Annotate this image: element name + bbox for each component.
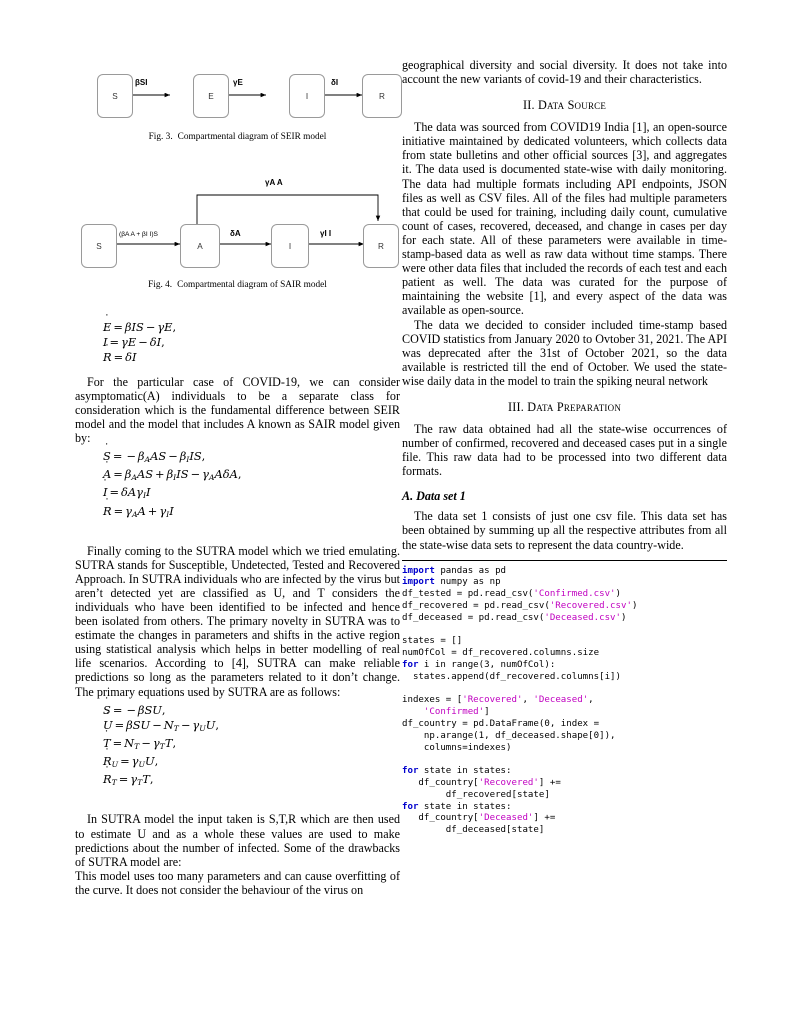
figure-sair-caption-text: Compartmental diagram of SAIR model <box>177 280 327 290</box>
equation-idot-sair: I ˙ = δAγ$_I$I <box>103 485 400 503</box>
equation-idot: I ˙ = γE − δI, <box>103 335 400 350</box>
code-token: df_recovered[state] <box>402 789 550 800</box>
sair-node-s-label: S <box>96 241 102 251</box>
seir-node-s-label: S <box>112 91 118 101</box>
code-token: 'Deceased' <box>533 695 589 706</box>
equation-sdot-sair: S ˙ = − $\beta_AAS - \beta_IIS$, <box>103 449 400 467</box>
equation-rdot: R ˙ = δI <box>103 350 400 365</box>
code-token: for <box>402 660 419 670</box>
code-line <box>402 825 727 837</box>
paragraph-data-source-2: The data we decided to consider included time-stamp based COVID statistics from January 2020 to Ovtober 31, 2021. The API was deprecated after the 31st of October 2021, so the data available is restricted till the end of October. We used the state-wise daily data in the model to train the spiking neural network <box>402 317 727 388</box>
paragraph-sutra: Finally coming to the SUTRA model which we tried emulating. SUTRA stands for Susceptible, Undetected, Tested and Recovered Approach. In SUTRA individuals who are infected by the virus but aren’t detected yet are classified as U, and T considers the individuals who have been identified to be infected and hence been isolated from others. The primary novelty in SUTRA was to estimate the changes in parameters and shifts in the active region using statistical analysis which helps in better modelling of real life scenarios. According to [4], SUTRA can make reliable predictions so long as the parameters related to it don’t change. The primary equations used by SUTRA are as follows: <box>75 543 400 699</box>
code-token: , <box>588 695 594 706</box>
code-line <box>402 613 727 625</box>
seir-edge-label-ge: γE <box>233 78 243 87</box>
figure-seir-caption-label: Fig. 3. <box>148 132 173 142</box>
code-token: states = [] <box>402 636 463 647</box>
seir-node-s <box>97 74 133 118</box>
code-token: 'Recovered.csv' <box>549 601 632 612</box>
code-line <box>402 743 727 755</box>
code-token: 'Confirmed' <box>423 707 485 718</box>
equation-udot-sutra: U ˙ = $\beta SU - N_T - \gamma_UU$, <box>103 718 400 736</box>
code-token: indexes = [ <box>402 695 463 706</box>
seir-node-r <box>362 74 402 118</box>
code-token: ) <box>631 601 638 612</box>
sair-node-i <box>271 224 309 268</box>
equations-seir <box>103 320 400 366</box>
code-token: ] <box>484 707 490 718</box>
code-line <box>402 790 727 802</box>
figure-sair <box>75 169 400 290</box>
code-line <box>402 802 727 814</box>
code-line <box>402 719 727 731</box>
code-line <box>402 731 727 743</box>
subsection-heading-data-set-1: A. Data set 1 <box>402 489 466 504</box>
code-token: df_deceased = pd.read_csv( <box>402 612 545 623</box>
seir-node-e <box>193 74 229 118</box>
code-line <box>402 707 727 719</box>
seir-edge-label-di: δI <box>331 78 339 87</box>
equation-rudot-sutra: R $˙_U = \gamma_UU$, <box>103 754 400 772</box>
figure-sair-caption-label: Fig. 4. <box>148 280 173 290</box>
code-token: 'Deceased' <box>478 813 534 824</box>
paragraph-sutra-input: In SUTRA model the input taken is S,T,R which are then used to estimate U and as a whole these values are used to make predictions about the number of infected. Some of the drawbacks of SUTRA model are: <box>75 812 400 869</box>
seir-node-e-label: E <box>208 91 214 101</box>
code-token: import <box>402 577 435 588</box>
sair-diagram <box>75 169 400 274</box>
code-token: ] += <box>533 813 556 824</box>
paragraph-sutra-drawbacks: This model uses too many parameters and can cause overfitting of the curve. It does not consider the behaviour of the virus on <box>75 868 400 897</box>
code-token: pandas as pd <box>434 565 507 576</box>
code-token: df_country[ <box>402 777 479 788</box>
sair-edge-label-gii: γI I <box>320 229 332 238</box>
paragraph-sair-intro: For the particular case of COVID-19, we can consider asymptomatic(A) individuals to be a separate class for consideration which is the fundamental difference between SEIR model and the model that includes A known as SAIR model given by: <box>75 374 400 445</box>
code-token: , <box>522 695 534 706</box>
equation-adot-sair: A ˙ = $\beta_AAS + \beta_IIS - \gamma_AA\delta A$, <box>103 467 400 485</box>
sair-edge-label-da: δA <box>230 229 241 238</box>
code-line <box>402 566 727 578</box>
equation-tdot-sutra: T ˙ = $N_T - \gamma_TT$, <box>103 736 400 754</box>
sair-node-a-label: A <box>197 241 203 251</box>
equations-sair <box>103 449 400 522</box>
code-token: columns=indexes) <box>402 742 512 753</box>
code-token: df_country = pd.DataFrame(0, index = <box>402 718 600 729</box>
sair-edge-label-beta: (βA A + βI I)S <box>119 231 158 238</box>
code-line <box>402 648 727 660</box>
code-line <box>402 660 727 672</box>
paragraph-data-set-1: The data set 1 consists of just one csv file. This data set has been obtained by summing up all the respective attributes from all the state-wise data sets to represent the data country-wide. <box>402 509 727 552</box>
figure-seir <box>75 58 400 142</box>
sair-node-r <box>363 224 399 268</box>
equation-sdot-sutra: S ˙ = − βSU, <box>103 703 400 718</box>
sair-node-a <box>180 224 220 268</box>
equation-rtdot-sutra: R $˙_T = \gamma_TT$, <box>103 772 400 790</box>
code-token: ) <box>615 589 622 600</box>
code-token: numOfCol = df_recovered.columns.size <box>402 648 600 659</box>
sair-arrows <box>75 169 400 274</box>
code-token: 'Recovered' <box>478 777 539 788</box>
code-line <box>402 813 727 825</box>
seir-node-i <box>289 74 325 118</box>
seir-diagram <box>75 58 400 126</box>
code-token: numpy as np <box>434 577 501 588</box>
paragraph-continuation: geographical diversity and social diversity. It does not take into account the new variants of covid-19 and their characteristics. <box>402 58 727 87</box>
code-token: df_recovered = pd.read_csv( <box>402 601 550 612</box>
code-token: i in range(3, numOfCol): <box>418 660 556 670</box>
code-token: df_tested = pd.read_csv( <box>402 589 534 600</box>
code-token: 'Recovered' <box>462 695 523 706</box>
code-line <box>402 766 727 778</box>
code-line <box>402 577 727 589</box>
left-column <box>75 58 400 897</box>
code-token: 'Deceased.csv' <box>544 612 622 623</box>
code-token: state in states: <box>418 766 512 777</box>
code-line <box>402 601 727 613</box>
paragraph-data-source-1: The data was sourced from COVID19 India [1], an open-source initiative maintained by dedicated volunteers, which collects data from state bulletins and other official sources [3], and aggregates it. The data used is documented state-wise with daily monitoring. The data had multiple formats including API endpoints, JSON files as well as CSV files. All of the files had multiple parameters that could be used for training, including daily count, cumulative count of cases, recovered, deceased, and change in cases per day for each state. All of these parameters were available in time-stamp-based data as well as raw data without time stamps. There were other data files that included the records of each test and each patient as well. The data was curated for the purpose of maintaining the website [1], and every aspect of the data was available as open-source. <box>402 120 727 318</box>
code-token: import <box>402 565 435 576</box>
figure-seir-caption <box>75 132 400 142</box>
section-heading-data-source: II. Data Source <box>522 98 607 113</box>
section-heading-data-preparation: III. Data Preparation <box>507 399 622 414</box>
equation-rdot-sair: R ˙ = $\gamma_AA + \gamma_II$ <box>103 504 400 522</box>
code-line <box>402 778 727 790</box>
code-token: df_deceased[state] <box>402 825 545 836</box>
figure-sair-caption <box>75 280 400 290</box>
figure-seir-caption-text: Compartmental diagram of SEIR model <box>177 132 327 142</box>
right-column <box>402 58 727 837</box>
sair-node-i-label: I <box>288 241 292 251</box>
code-token <box>402 707 424 717</box>
code-listing-dataset1 <box>402 560 727 837</box>
code-line <box>402 672 727 684</box>
sair-node-s <box>81 224 117 268</box>
code-line <box>402 695 727 707</box>
code-token: np.arange(1, df_deceased.shape[0]), <box>402 730 616 741</box>
seir-node-i-label: I <box>305 91 309 101</box>
equations-sutra <box>103 703 400 791</box>
code-token: 'Confirmed.csv' <box>533 589 616 600</box>
code-line <box>402 754 727 766</box>
code-token: for <box>402 801 419 812</box>
code-token: ) <box>621 612 627 623</box>
code-line <box>402 625 727 637</box>
code-token: for <box>402 766 419 777</box>
code-token: df_country[ <box>402 813 479 824</box>
code-line <box>402 636 727 648</box>
code-token: ] += <box>538 777 561 788</box>
sair-edge-label-gaa: γA A <box>265 178 283 187</box>
code-line <box>402 589 727 601</box>
code-token: state in states: <box>418 801 512 812</box>
code-token: states.append(df_recovered.columns[i]) <box>402 671 621 682</box>
code-line <box>402 684 727 696</box>
seir-node-r-label: R <box>379 91 385 101</box>
sair-node-r-label: R <box>378 241 384 251</box>
equation-edot: E ˙ = βIS − γE, <box>103 320 400 335</box>
paragraph-data-preparation: The raw data obtained had all the state-wise occurrences of number of confirmed, recovered and deceased cases put in a single file. This raw data had to be processed into two different data formats. <box>402 421 727 479</box>
seir-edge-label-bsi: βSI <box>135 78 148 87</box>
